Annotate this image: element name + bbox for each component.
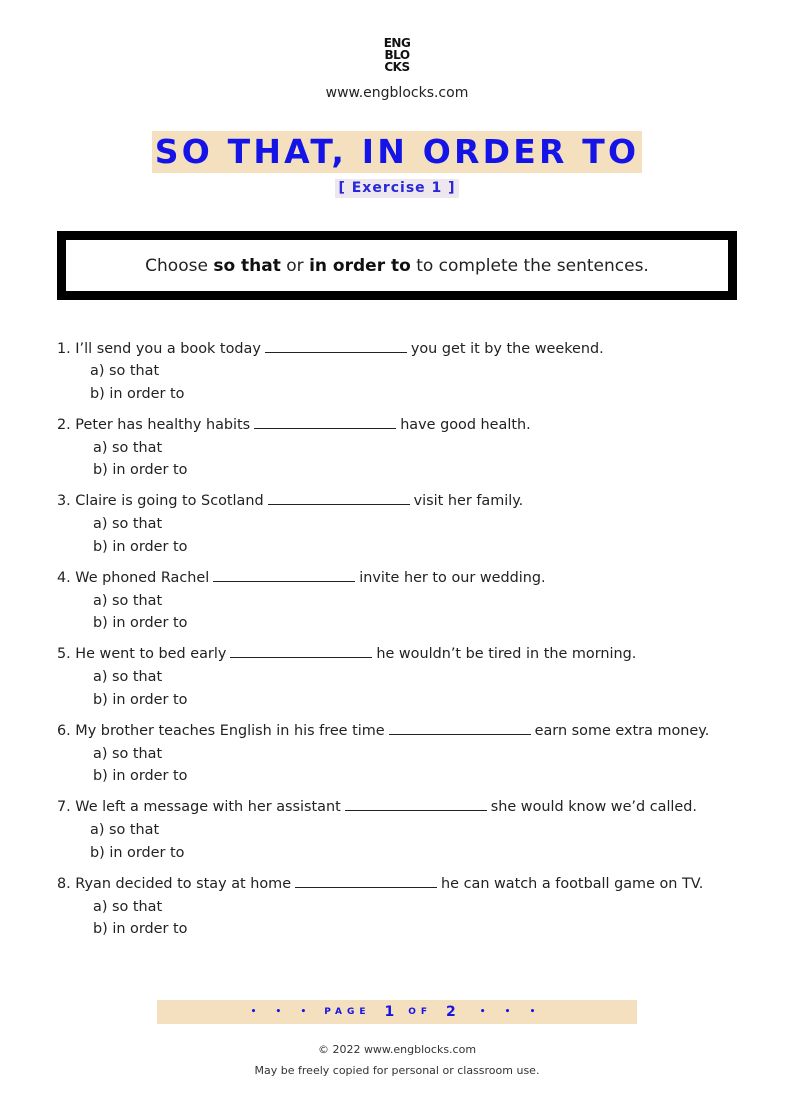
question-text: 8. Ryan decided to stay at home [57, 876, 292, 892]
question-text-end: visit her family. [413, 493, 524, 509]
answer-blank[interactable] [230, 643, 372, 658]
answer-blank[interactable] [268, 490, 410, 505]
option-a[interactable]: a) so that [93, 516, 163, 532]
option-a[interactable]: a) so that [93, 593, 163, 609]
question-8 [57, 873, 703, 894]
question-text: 6. My brother teaches English in his free time [57, 723, 385, 739]
question-text-end: she would know we’d called. [490, 799, 697, 815]
question-2 [57, 414, 531, 435]
option-b[interactable]: b) in order to [90, 845, 185, 861]
option-b[interactable]: b) in order to [93, 692, 188, 708]
site-url: www.engblocks.com [325, 85, 469, 101]
question-4 [57, 567, 546, 588]
question-6 [57, 720, 709, 741]
option-b[interactable]: b) in order to [93, 539, 188, 555]
option-a[interactable]: a) so that [93, 440, 163, 456]
instruction-option-1: so that [213, 255, 281, 276]
instruction-mid: or [280, 255, 310, 276]
question-1 [57, 338, 604, 359]
page-word: PAGE [324, 1007, 371, 1017]
question-text: 1. I’ll send you a book today [57, 341, 261, 357]
question-text: 4. We phoned Rachel [57, 570, 210, 586]
question-text-end: have good health. [400, 417, 531, 433]
question-5 [57, 643, 636, 664]
of-word: OF [408, 1007, 433, 1017]
question-text-end: invite her to our wedding. [359, 570, 546, 586]
logo-line-1: ENG [383, 36, 411, 50]
usage-note: May be freely copied for personal or classroom use. [254, 1064, 540, 1077]
option-a[interactable]: a) so that [90, 363, 160, 379]
question-text: 7. We left a message with her assistant [57, 799, 341, 815]
answer-blank[interactable] [265, 338, 407, 353]
option-b[interactable]: b) in order to [93, 462, 188, 478]
option-a[interactable]: a) so that [93, 899, 163, 915]
question-3 [57, 490, 523, 511]
dots-left: • • • [250, 1007, 315, 1017]
question-7 [57, 796, 697, 817]
answer-blank[interactable] [345, 796, 487, 811]
instruction-post: to complete the sentences. [410, 255, 649, 276]
option-b[interactable]: b) in order to [90, 386, 185, 402]
question-text-end: he can watch a football game on TV. [441, 876, 704, 892]
answer-blank[interactable] [213, 567, 355, 582]
question-text: 2. Peter has healthy habits [57, 417, 251, 433]
question-text-end: you get it by the weekend. [410, 341, 604, 357]
page-total: 2 [446, 1004, 456, 1020]
question-text: 5. He went to bed early [57, 646, 227, 662]
instruction-pre: Choose [145, 255, 214, 276]
option-a[interactable]: a) so that [90, 822, 160, 838]
question-text-end: he wouldn’t be tired in the morning. [376, 646, 637, 662]
answer-blank[interactable] [295, 873, 437, 888]
question-text: 3. Claire is going to Scotland [57, 493, 264, 509]
page-title: SO THAT, IN ORDER TO [152, 131, 643, 173]
dots-right: • • • [479, 1007, 544, 1017]
option-b[interactable]: b) in order to [93, 615, 188, 631]
logo-line-3: CKS [384, 60, 410, 74]
question-text-end: earn some extra money. [534, 723, 710, 739]
option-b[interactable]: b) in order to [93, 768, 188, 784]
page-indicator [157, 1000, 637, 1024]
answer-blank[interactable] [254, 414, 396, 429]
logo [0, 37, 794, 73]
exercise-label: [ Exercise 1 ] [335, 179, 458, 198]
option-a[interactable]: a) so that [93, 669, 163, 685]
answer-blank[interactable] [389, 720, 531, 735]
page-number: 1 [384, 1004, 395, 1020]
option-b[interactable]: b) in order to [93, 921, 188, 937]
copyright: © 2022 www.engblocks.com [317, 1043, 477, 1056]
instruction-option-2: in order to [309, 255, 411, 276]
option-a[interactable]: a) so that [93, 746, 163, 762]
instruction-box [57, 231, 737, 300]
logo-line-2: BLO [384, 48, 410, 62]
